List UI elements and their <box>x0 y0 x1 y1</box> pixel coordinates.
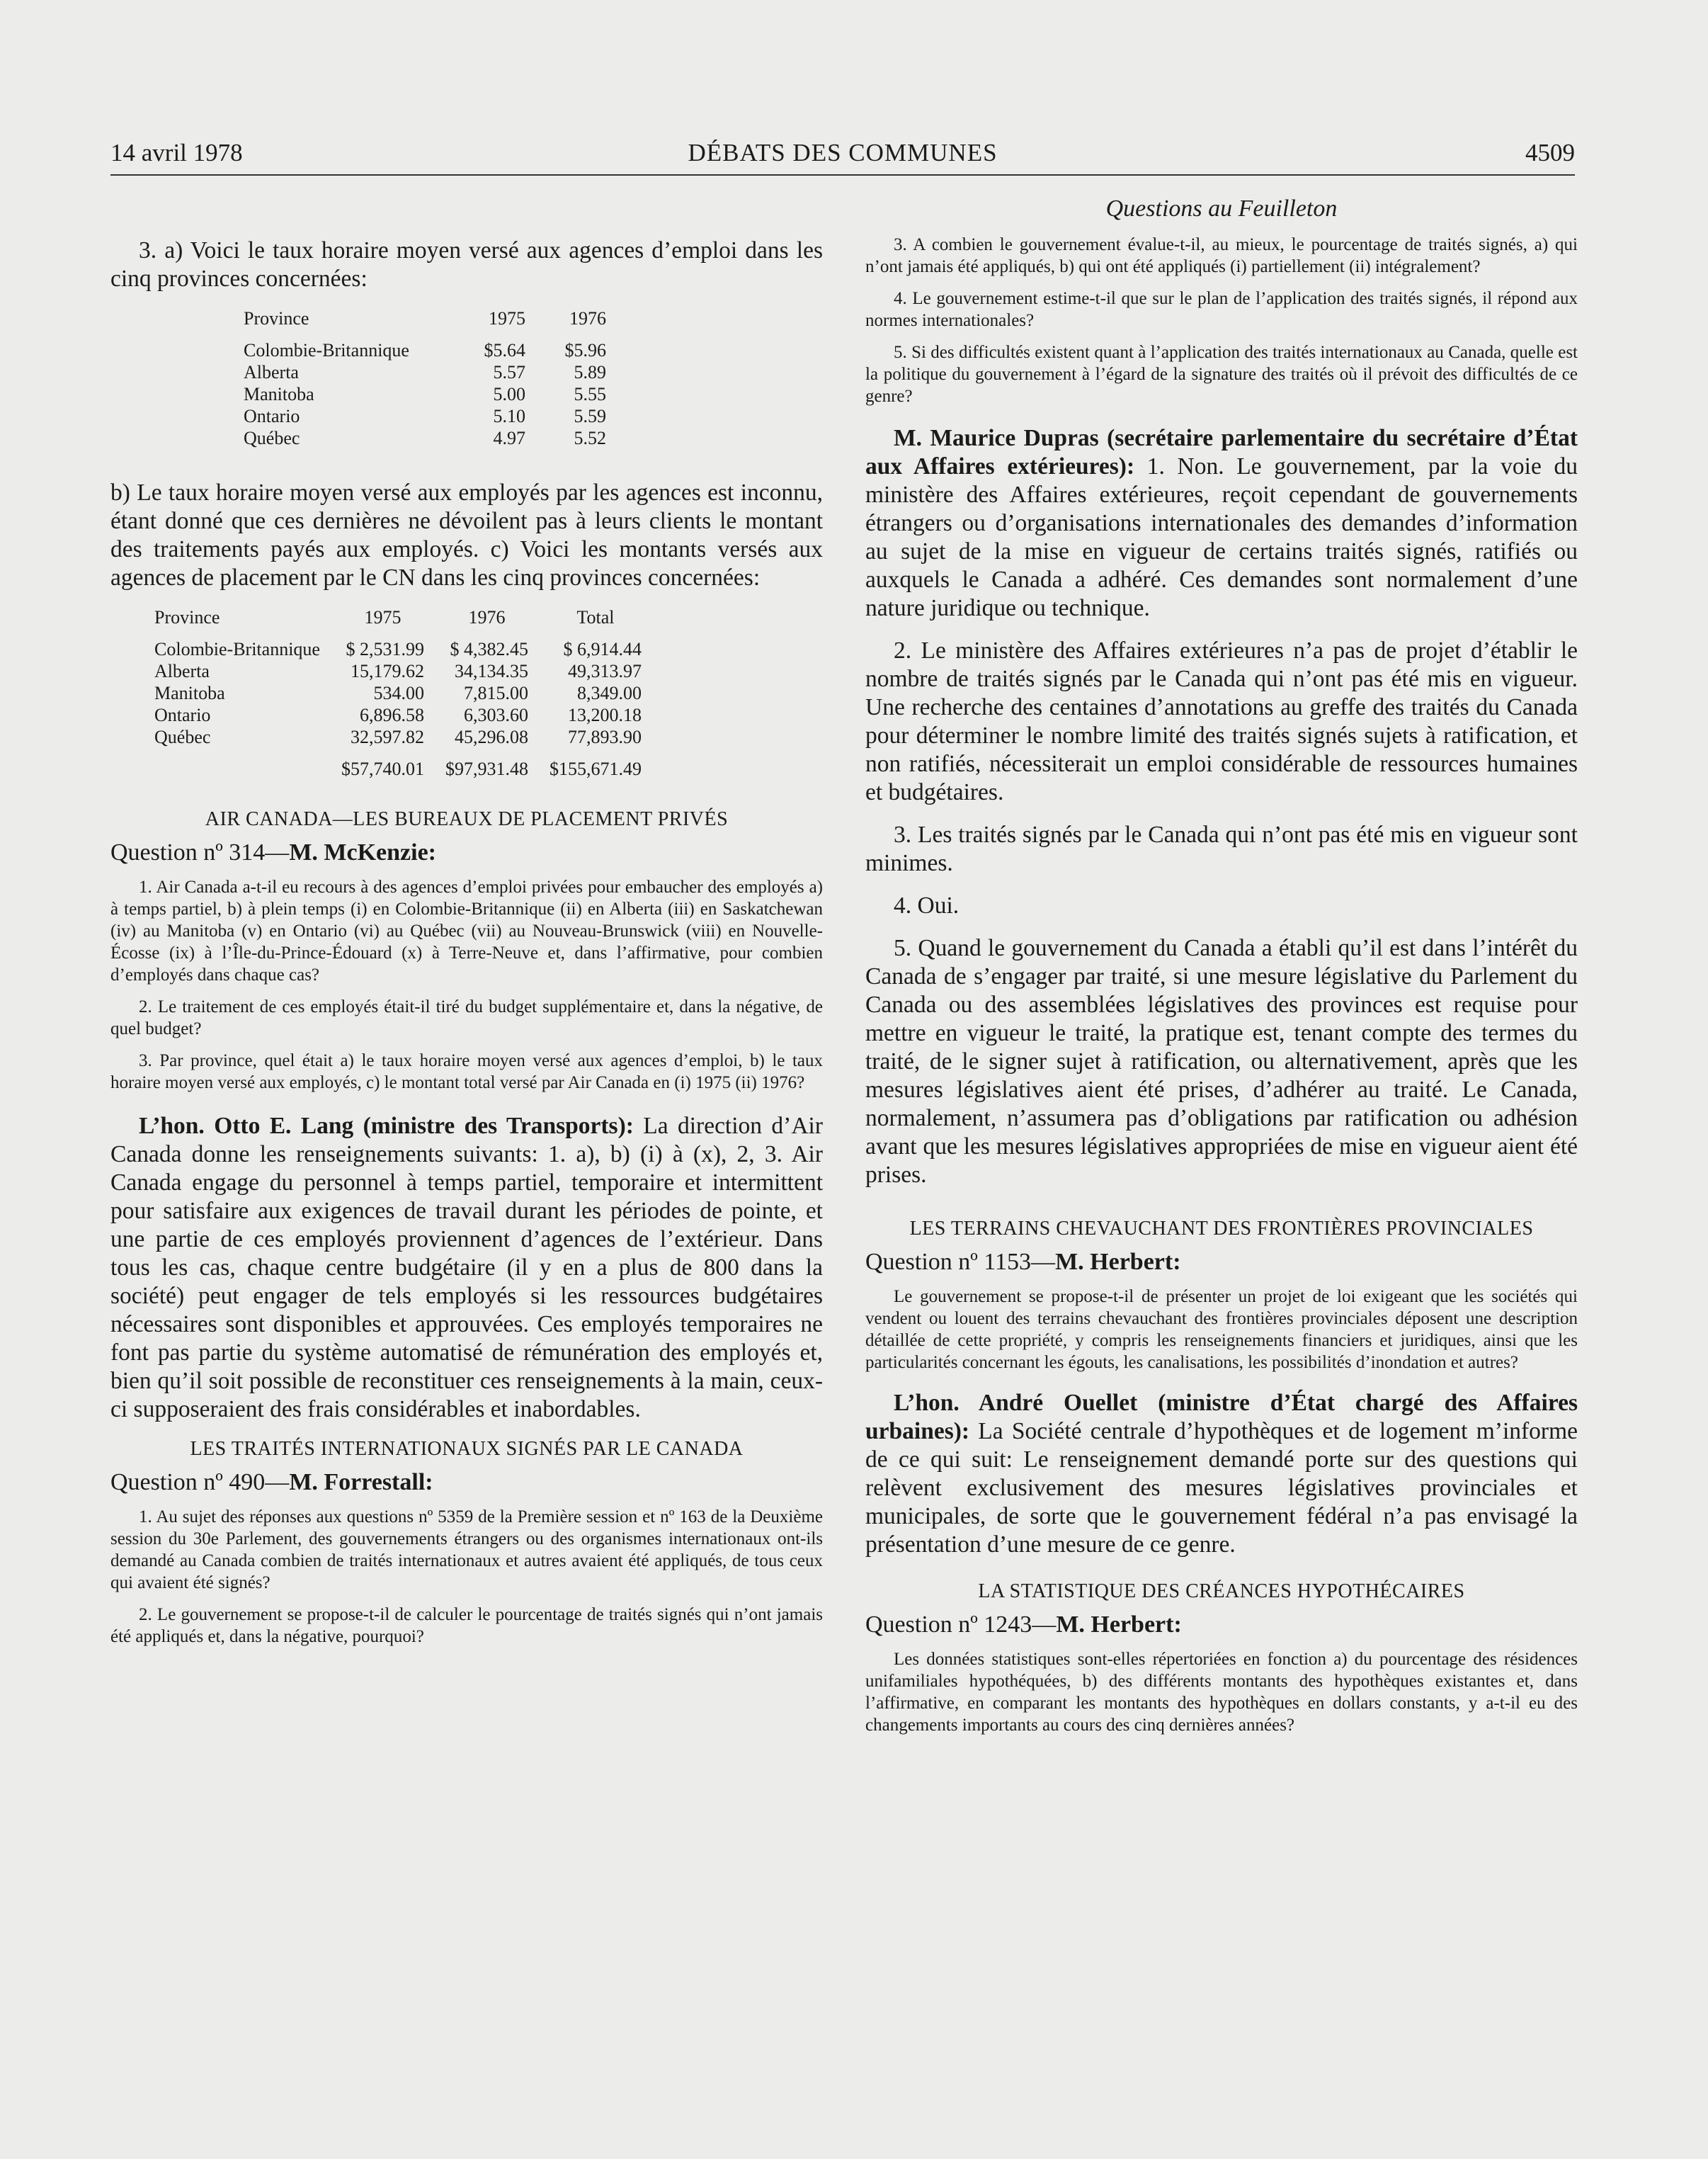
province-cell: Ontario <box>154 705 211 725</box>
question-paragraph: 3. Par province, quel était a) le taux horaire moyen versé aux agences d’emploi, b) le taux horaire moyen versé aux employés, c) le montant total versé par Air Canada en (i) 1975 (ii) 1976? <box>110 1051 823 1092</box>
value-cell: 5.57 <box>493 362 525 382</box>
section-heading: LES TERRAINS CHEVAUCHANT DES FRONTIÈRES PROVINCIALES <box>909 1218 1534 1240</box>
issue-date: 14 avril 1978 <box>110 139 243 166</box>
answer-text: La direction d’Air Canada donne les renseignements suivants: 1. a), b) (i) à (x), 2, 3. Air Canada engage du personnel à temps partiel, temporaire et intermittent pour satisfaire aux exigences de travail durant les périodes de pointe, et une partie de ces employés proviennent d’agences de l’extérieur. Dans tous les cas, chaque centre budgétaire (il y en a plus de 800 dans la société) peut engager de tels employés si les ressources budgétaires nécessaires sont disponibles et approuvées. Ces employés temporaires ne font pas partie du système automatisé de rémunération des employés et, bien qu’il soit possible de reconstituer ces renseignements à la main, ceux-ci supposeraient des frais considérables et inabordables. <box>110 1113 823 1422</box>
value-cell: $ 6,914.44 <box>563 639 642 659</box>
question-member: M. Forrestall: <box>289 1469 433 1495</box>
answer-paragraph <box>110 1112 823 1424</box>
question-paragraph: 1. Air Canada a-t-il eu recours à des agences d’emploi privées pour embaucher des employés a) à temps partiel, b) à plein temps (i) en Colombie-Britannique (ii) en Alberta (iii) en Saskatchewan (iv) au Manitoba (v) en Ontario (vi) au Québec (vii) au Nouveau-Brunswick (viii) en Nouvelle-Écosse (ix) à l’Île-du-Prince-Édouard (x) à Terre-Neuve et, dans l’affirmative, pour combien d’employés dans chaque cas? <box>110 878 823 985</box>
column-header: Province <box>154 607 220 628</box>
total-cell: $155,671.49 <box>549 759 642 779</box>
province-cell: Québec <box>154 727 211 747</box>
column-header: 1976 <box>468 607 506 628</box>
total-cell: $97,931.48 <box>445 759 528 779</box>
province-cell: Colombie-Britannique <box>154 639 320 659</box>
value-cell: 8,349.00 <box>576 683 642 703</box>
table-row <box>154 726 642 748</box>
answer-paragraph: 3. Les traités signés par le Canada qui n’ont pas été mis en vigueur sont minimes. <box>865 822 1578 876</box>
column-header: 1975 <box>488 308 525 329</box>
question-paragraph: 4. Le gouvernement estime-t-il que sur le plan de l’application des traités signés, il répond aux normes internationales? <box>865 289 1578 330</box>
province-cell: Colombie-Britannique <box>244 340 409 361</box>
page-header <box>110 139 1575 176</box>
value-cell: 534.00 <box>373 683 424 703</box>
province-cell: Manitoba <box>154 683 225 703</box>
value-cell: 5.10 <box>493 406 525 426</box>
question-number: Question nº 1153— <box>865 1249 1056 1275</box>
value-cell: 49,313.97 <box>567 661 642 681</box>
answer-paragraph-3b: b) Le taux horaire moyen versé aux employés par les agences est inconnu, étant donné que ces dernières ne dévoilent pas à leurs clients le montant des traitements payés aux employés. c) Voici les montants versés aux agences de placement par le CN dans les cinq provinces concernées: <box>110 480 823 591</box>
value-cell: 32,597.82 <box>350 727 424 747</box>
question-paragraph: 5. Si des difficultés existent quant à l’application des traités internationaux au Canada, quelle est la politique du gouvernement à l’égard de la signature des traités où il prévoit des difficultés de ce genre? <box>865 343 1578 406</box>
value-cell: $5.64 <box>484 340 525 361</box>
value-cell: 6,896.58 <box>359 705 424 725</box>
answer-paragraph: 5. Quand le gouvernement du Canada a établi qu’il est dans l’intérêt du Canada de s’engager par traité, si une mesure législative du Parlement du Canada ou des assemblées législatives des provinces est requise pour mettre en vigueur le traité, la pratique est, tenant compte des termes du traité, de le signer sujet à ratification, ou alternativement, après que les mesures législatives aient été prises, d’adhérer au traité. Le Canada, normalement, n’assumera pas d’obligations par ratification ou adhésion avant que les mesures législatives appropriées de mise en vigueur aient été prises. <box>865 935 1578 1188</box>
hourly-rate-table <box>244 307 622 449</box>
answer-paragraph <box>865 424 1578 623</box>
table-row <box>244 383 622 405</box>
value-cell: 5.59 <box>574 406 606 426</box>
value-cell: 45,296.08 <box>454 727 528 747</box>
value-cell: $ 4,382.45 <box>450 639 528 659</box>
publication-title: DÉBATS DES COMMUNES <box>688 139 998 166</box>
running-head: Questions au Feuilleton <box>1105 196 1338 222</box>
value-cell: 15,179.62 <box>350 661 424 681</box>
answer-paragraph-3a: 3. a) Voici le taux horaire moyen versé aux agences d’emploi dans les cinq provinces concernées: <box>110 237 823 292</box>
answer-paragraph <box>865 1389 1578 1559</box>
value-cell: 4.97 <box>493 428 525 448</box>
question-member: M. McKenzie: <box>289 839 436 866</box>
question-member: M. Herbert: <box>1055 1249 1181 1275</box>
answer-text: La Société centrale d’hypothèques et de logement m’informe de ce qui suit: Le renseignement demandé porte sur des questions qui relèvent exclusivement des mesures législatives provinciales et municipales, de sorte que le gouvernement fédéral n’a pas envisagé la présentation d’une mesure de ce genre. <box>865 1418 1578 1558</box>
value-cell: 77,893.90 <box>567 727 642 747</box>
value-cell: $5.96 <box>564 340 606 361</box>
question-line <box>110 1469 823 1496</box>
table-row <box>244 361 622 383</box>
value-cell: 7,815.00 <box>463 683 528 703</box>
section-heading: LES TRAITÉS INTERNATIONAUX SIGNÉS PAR LE CANADA <box>190 1438 744 1460</box>
table-row <box>244 427 622 449</box>
page-number: 4509 <box>1525 139 1575 166</box>
speaker-name: L’hon. André Ouellet (ministre d’État chargé des Affaires urbaines): <box>865 1390 1578 1444</box>
question-paragraph: 2. Le gouvernement se propose-t-il de calculer le pourcentage de traités signés qui n’ont jamais été appliqués et, dans la négative, pourquoi? <box>110 1605 823 1646</box>
table-row <box>244 339 622 361</box>
question-paragraph: Les données statistiques sont-elles répertoriées en fonction a) du pourcentage des résidences unifamiliales hypothéquées, b) des différents montants des hypothèques existantes et, dans l’affirmative, en comparant les montants des hypothèques en dollars constants, y a-t-il eu des changements importants au cours des cinq dernières années? <box>865 1650 1578 1735</box>
province-cell: Alberta <box>154 661 210 681</box>
left-column <box>110 193 823 1658</box>
question-line <box>865 1611 1578 1638</box>
question-member: M. Herbert: <box>1056 1611 1182 1638</box>
value-cell: 5.52 <box>574 428 606 448</box>
question-paragraph: 3. A combien le gouvernement évalue-t-il, au mieux, le pourcentage de traités signés, a) qui n’ont jamais été appliqués, b) qui ont été appliqués (i) partiellement (ii) intégralement? <box>865 235 1578 276</box>
totals-label-cell <box>154 748 320 780</box>
answer-text: 1. Non. Le gouvernement, par la voie du ministère des Affaires extérieures, reçoit cependant de gouvernements étrangers ou d’organisations internationales des demandes d’information au sujet de la mise en vigueur de certains traités signés, ratifiés ou auxquels le Canada a adhéré. Ces demandes sont normalement d’une nature juridique ou technique. <box>865 453 1578 621</box>
column-header: 1976 <box>569 308 606 329</box>
question-paragraph: 1. Au sujet des réponses aux questions nº 5359 de la Première session et nº 163 de la Deuxième session du 30e Parlement, des gouvernements étrangers ou des organismes internationaux ont-ils demandé au Canada combien de traités internationaux et autres avaient été appliqués, de tous ceux qui avaient été signés? <box>110 1507 823 1592</box>
column-header: 1975 <box>364 607 402 628</box>
column-header: Total <box>576 607 615 628</box>
question-number: Question nº 1243— <box>865 1611 1057 1638</box>
question-paragraph: 2. Le traitement de ces employés était-il tiré du budget supplémentaire et, dans la négative, de quel budget? <box>110 997 823 1038</box>
answer-paragraph: 2. Le ministère des Affaires extérieures n’a pas de projet d’établir le nombre de traités signés par le Canada qui n’ont pas été mis en vigueur. Une recherche des centaines d’annotations au greffe des traités du Canada pour déterminer le nombre limité des traités signés sujets à ratification, et non ratifiés, nécessiterait un emploi considérable de ressources humaines et budgétaires. <box>865 638 1578 805</box>
question-number: Question nº 314— <box>110 839 290 866</box>
question-number: Question nº 490— <box>110 1469 290 1495</box>
section-heading: LA STATISTIQUE DES CRÉANCES HYPOTHÉCAIRES <box>978 1580 1465 1602</box>
question-paragraph: Le gouvernement se propose-t-il de présenter un projet de loi exigeant que les sociétés qui vendent ou louent des terrains chevauchant des frontières provinciales déposent une description détaillée de cette propriété, y compris les renseignements financiers et juridiques, ainsi que les particularités concernant les égouts, les canalisations, les possibilités d’inondation et autres? <box>865 1287 1578 1372</box>
section-heading: AIR CANADA—LES BUREAUX DE PLACEMENT PRIVÉS <box>205 808 729 830</box>
province-cell: Manitoba <box>244 384 314 404</box>
column-header: Province <box>244 308 309 329</box>
value-cell: 5.00 <box>493 384 525 404</box>
province-cell: Ontario <box>244 406 300 426</box>
totals-row <box>154 748 642 780</box>
value-cell: 5.55 <box>574 384 606 404</box>
agency-payments-table <box>154 606 642 780</box>
table-row <box>244 405 622 427</box>
value-cell: 6,303.60 <box>463 705 528 725</box>
table-row <box>154 682 642 704</box>
province-cell: Québec <box>244 428 300 448</box>
table-row <box>154 660 642 682</box>
table-header-row <box>154 606 642 638</box>
answer-paragraph: 4. Oui. <box>894 892 960 919</box>
table-row <box>154 638 642 660</box>
question-line <box>865 1249 1578 1276</box>
table-row <box>154 704 642 726</box>
total-cell: $57,740.01 <box>341 759 424 779</box>
value-cell: 5.89 <box>574 362 606 382</box>
value-cell: 13,200.18 <box>567 705 642 725</box>
province-cell: Alberta <box>244 362 299 382</box>
question-line <box>110 839 823 866</box>
table-header-row <box>244 307 622 339</box>
speaker-name: L’hon. Otto E. Lang (ministre des Transports): <box>139 1113 634 1139</box>
right-column <box>865 193 1578 1746</box>
value-cell: 34,134.35 <box>454 661 528 681</box>
speaker-name: M. Maurice Dupras (secrétaire parlementaire du secrétaire d’État aux Affaires extérieures): <box>865 425 1578 480</box>
value-cell: $ 2,531.99 <box>346 639 424 659</box>
